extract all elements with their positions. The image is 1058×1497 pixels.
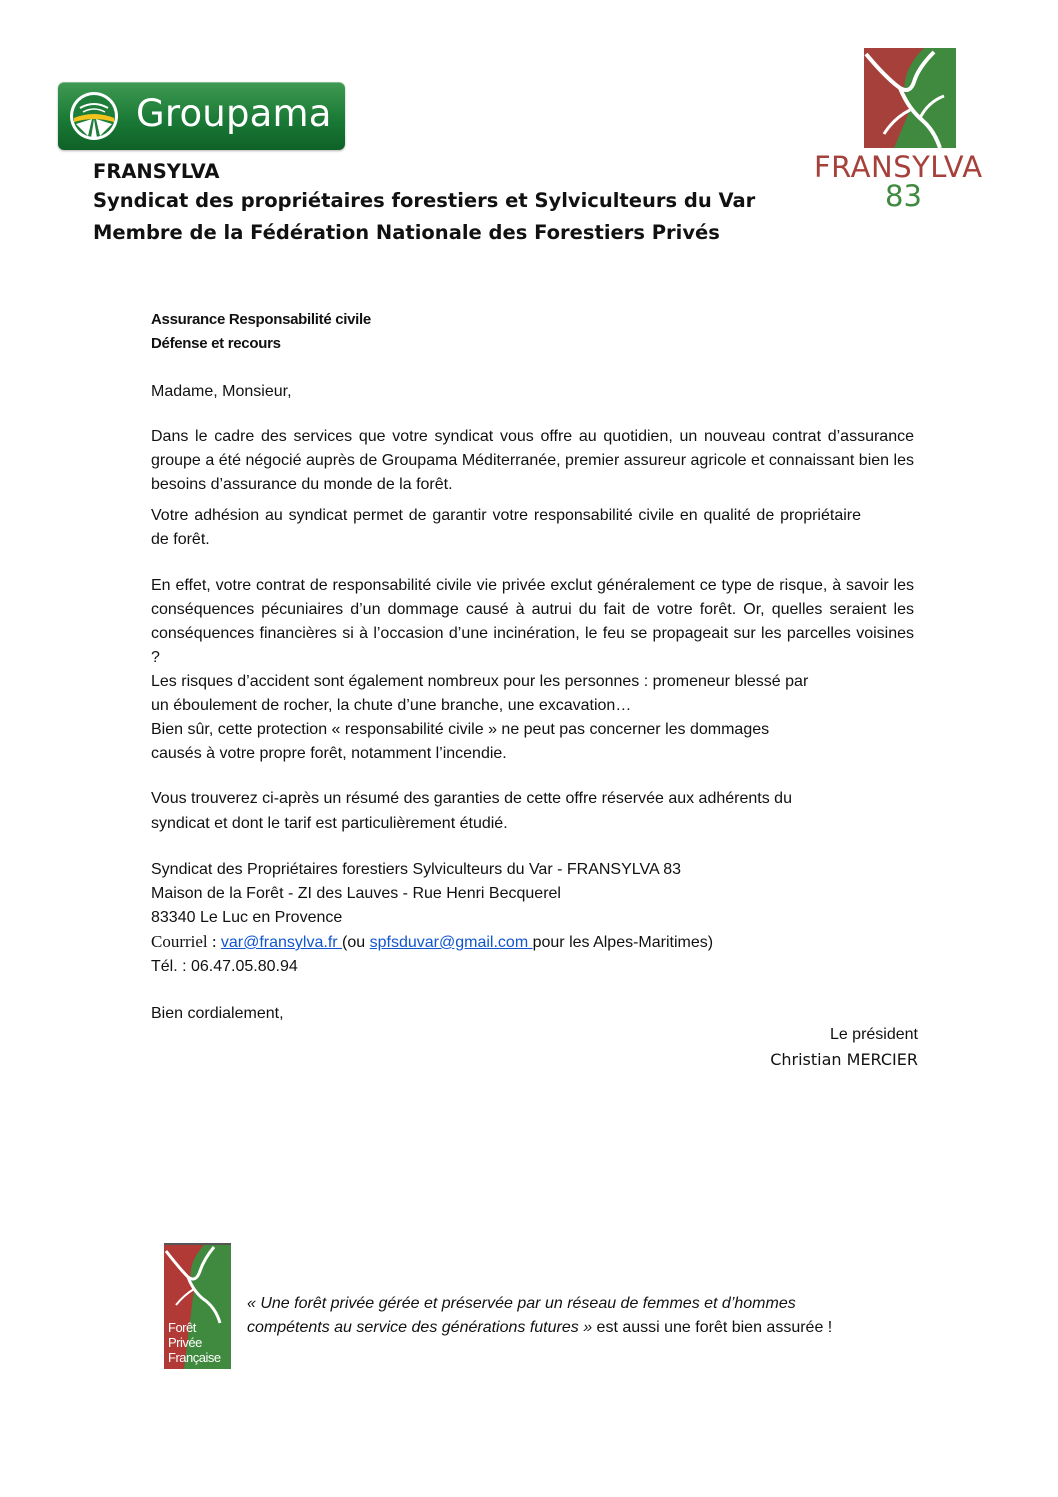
fpf-text-line-1: Forêt (168, 1320, 196, 1335)
footer-quote-plain: est aussi une forêt bien assurée ! (592, 1319, 833, 1336)
signature-title: Le président (829, 1026, 918, 1043)
subject-line-1: Assurance Responsabilité civile (151, 311, 371, 328)
paragraph-6-line-2: syndicat et dont le tarif est particulièrement étudié. (151, 815, 508, 832)
email-suffix: pour les Alpes-Maritimes) (532, 934, 714, 951)
contact-email-line (151, 930, 713, 955)
paragraph-2: Votre adhésion au syndicat permet de garantir votre responsabilité civile en qualité de propriétaire de forêt. (151, 507, 861, 548)
org-name: FRANSYLVA (93, 160, 220, 183)
org-membership: Membre de la Fédération Nationale des Forestiers Privés (93, 221, 720, 244)
paragraph-4-line-2: un éboulement de rocher, la chute d’une branche, une excavation… (151, 697, 632, 714)
footer-quote-italic-2: compétents au service des générations futures » (247, 1319, 593, 1336)
courriel-label: Courriel : (151, 932, 221, 951)
signature-name: Christian MERCIER (770, 1050, 918, 1069)
org-subtitle: Syndicat des propriétaires forestiers et Sylviculteurs du Var (93, 189, 756, 212)
fransylva-number: 83 (885, 179, 922, 213)
paragraph-5-line-2: causés à votre propre forêt, notamment l’incendie. (151, 745, 507, 762)
email-link-gmail[interactable]: spfsduvar@gmail.com (369, 934, 533, 951)
fransylva-wordmark-a: FRAN (814, 150, 894, 184)
groupama-logo (58, 82, 345, 150)
email-link-var[interactable]: var@fransylva.fr (220, 934, 343, 951)
closing: Bien cordialement, (151, 1005, 284, 1022)
fransylva-tree-icon (864, 48, 956, 148)
paragraph-4-line-1: Les risques d’accident sont également nombreux pour les personnes : promeneur blessé par (151, 673, 809, 690)
paragraph-3: En effet, votre contrat de responsabilité civile vie privée exclut généralement ce type de risque, à savoir les conséquences pécuniaires d’un dommage causé à autrui du fait de votre forêt. Or, quelles seraient les conséquences financières si à l’occasion d’une incinération, le feu se propageait sur les parcelles voisines ? (151, 577, 914, 666)
contact-line-1: Syndicat des Propriétaires forestiers Sylviculteurs du Var - FRANSYLVA 83 (151, 861, 681, 878)
paragraph-6-line-1: Vous trouverez ci-après un résumé des garanties de cette offre réservée aux adhérents du (151, 790, 792, 807)
paragraph-5-line-1: Bien sûr, cette protection « responsabilité civile » ne peut pas concerner les dommages (151, 721, 770, 738)
subject-line-2: Défense et recours (151, 335, 281, 352)
fpf-text-line-2: Privée (168, 1335, 202, 1350)
email-or: (ou (342, 934, 370, 951)
fpf-text-line-3: Française (168, 1350, 221, 1365)
foret-privee-francaise-logo (164, 1243, 231, 1369)
contact-line-3: 83340 Le Luc en Provence (151, 909, 343, 926)
footer-quote-line-2 (247, 1316, 832, 1340)
paragraph-1: Dans le cadre des services que votre syndicat vous offre au quotidien, un nouveau contrat d’assurance groupe a été négocié auprès de Groupama Méditerranée, premier assureur agricole et connaissant bien les besoins d’assurance du monde de la forêt. (151, 428, 914, 493)
contact-line-2: Maison de la Forêt - ZI des Lauves - Rue Henri Becquerel (151, 885, 561, 902)
footer-quote-line-1: « Une forêt privée gérée et préservée par un réseau de femmes et d’hommes (247, 1295, 796, 1312)
contact-phone: Tél. : 06.47.05.80.94 (151, 958, 298, 975)
salutation: Madame, Monsieur, (151, 383, 292, 400)
groupama-emblem-icon (66, 88, 122, 144)
groupama-wordmark: Groupama (136, 92, 332, 135)
footer-quote (247, 1292, 832, 1340)
fransylva-wordmark-b: SYLVA (893, 150, 983, 184)
